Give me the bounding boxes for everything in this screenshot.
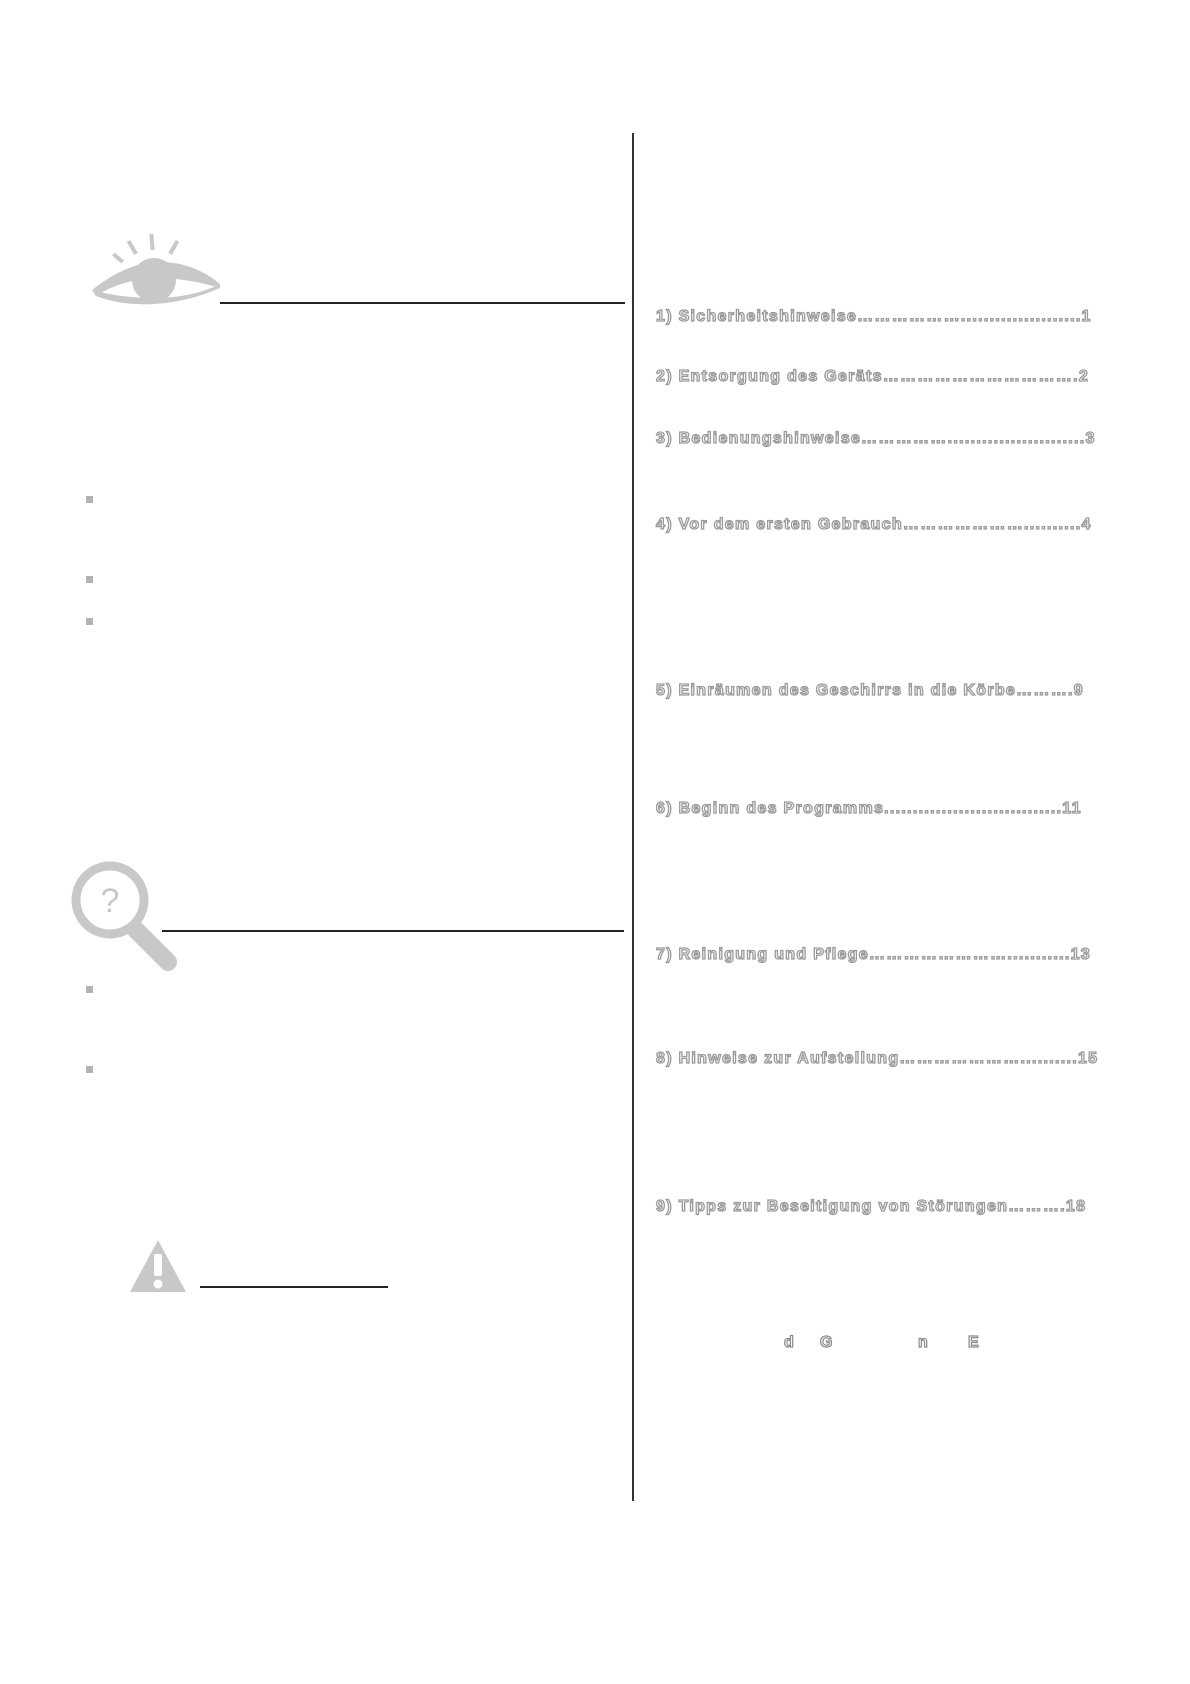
section-rule-2 — [162, 930, 624, 932]
footer-fragment: n — [918, 1334, 928, 1351]
toc-item-4[interactable]: 4) Vor dem ersten Gebrauch…………………..........4 — [656, 516, 1092, 533]
toc-item-8[interactable]: 8) Hinweise zur Aufstellung…………………..........15 — [656, 1050, 1099, 1067]
toc-item-9[interactable]: 9) Tipps zur Beseitigung von Störungen……….18 — [656, 1198, 1087, 1215]
toc-item-5[interactable]: 5) Einräumen des Geschirrs in die Körbe……….9 — [656, 682, 1084, 699]
bullet-marker — [86, 496, 93, 503]
footer-fragment: d — [784, 1334, 794, 1351]
bullet-marker — [86, 618, 93, 625]
section-rule-1 — [220, 302, 625, 304]
section-rule-3 — [200, 1286, 388, 1288]
toc-item-6[interactable]: 6) Beginn des Programms...............................11 — [656, 800, 1082, 817]
column-divider — [632, 133, 634, 1501]
toc-item-2[interactable]: 2) Entsorgung des Geräts…………………………….2 — [656, 368, 1090, 385]
bullet-marker — [86, 1066, 93, 1073]
svg-text:?: ? — [100, 882, 120, 920]
toc-item-3[interactable]: 3) Bedienungshinweise……………........................3 — [656, 430, 1096, 447]
footer-fragment: G — [820, 1334, 833, 1351]
magnifier-question-icon — [70, 860, 180, 975]
warning-triangle-icon — [128, 1238, 188, 1294]
bullet-marker — [86, 986, 93, 993]
bullet-marker — [86, 576, 93, 583]
toc-item-1[interactable]: 1) Sicherheitshinweise……………….....................1 — [656, 308, 1092, 325]
toc-item-7[interactable]: 7) Reinigung und Pflege……………………...........13 — [656, 946, 1092, 963]
eye-icon — [92, 232, 222, 308]
footer-fragment: E — [968, 1334, 979, 1351]
